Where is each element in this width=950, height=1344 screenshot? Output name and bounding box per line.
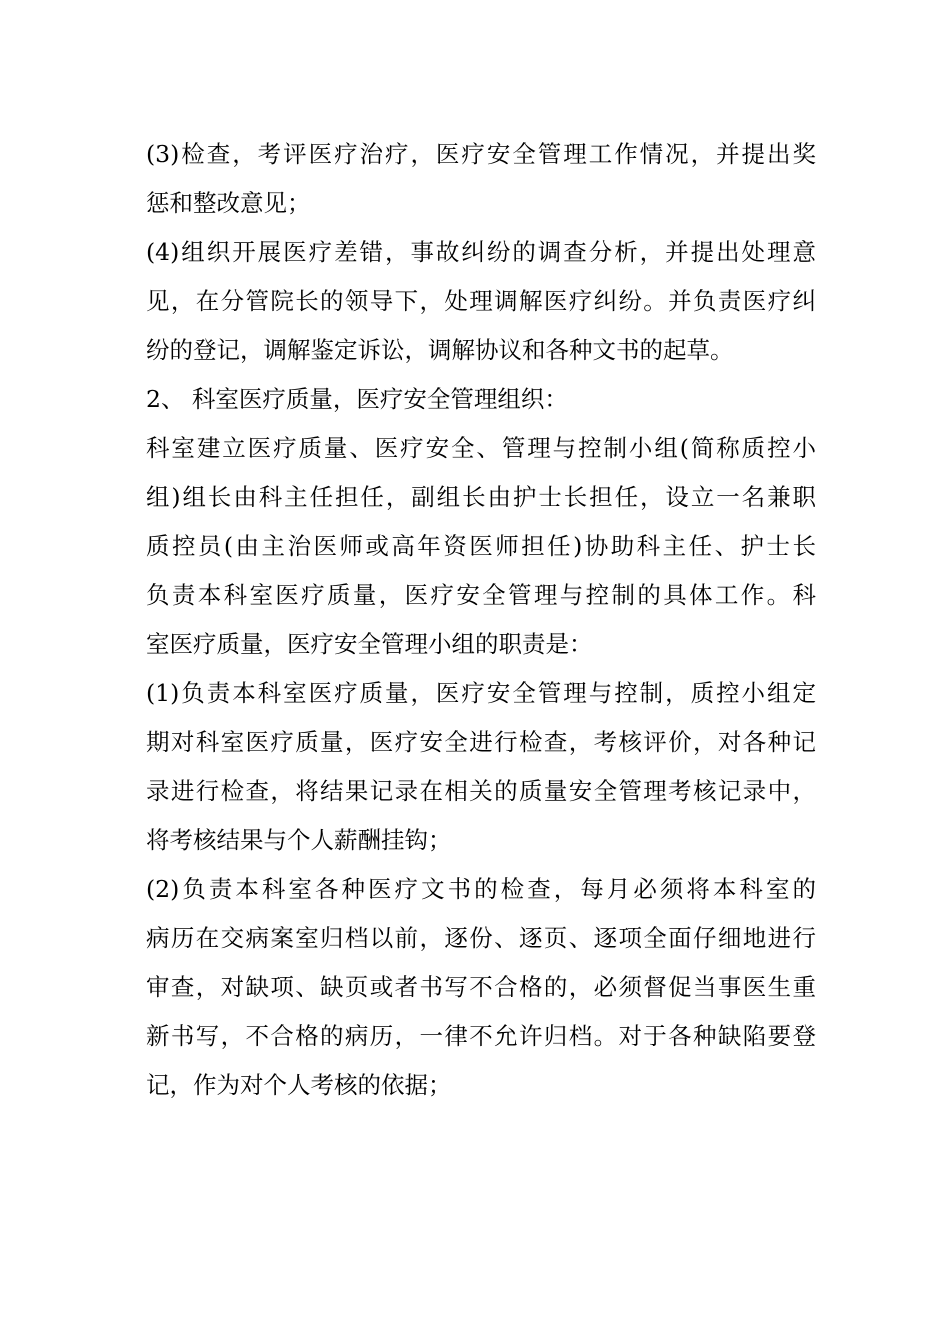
text-line: 组)组长由科主任担任，副组长由护士长担任，设立一名兼职 (146, 483, 816, 511)
text-line: 惩和整改意见； (146, 189, 311, 217)
text-line: 室医疗质量，医疗安全管理小组的职责是： (146, 630, 593, 658)
document-body (146, 130, 816, 1110)
text-line: 病历在交病案室归档以前，逐份、逐页、逐项全面仔细地进行 (146, 924, 816, 952)
text-line: (4)组织开展医疗差错，事故纠纷的调查分析，并提出处理意 (146, 238, 816, 266)
text-line: (3)检查，考评医疗治疗，医疗安全管理工作情况，并提出奖 (146, 140, 816, 168)
text-line: 记，作为对个人考核的依据； (146, 1071, 452, 1099)
text-line: (2)负责本科室各种医疗文书的检查，每月必须将本科室的 (146, 875, 816, 903)
text-line: 录进行检查，将结果记录在相关的质量安全管理考核记录中， (146, 777, 816, 805)
text-line: 见，在分管院长的领导下，处理调解医疗纠纷。并负责医疗纠 (146, 287, 816, 315)
text-line: 新书写，不合格的病历，一律不允许归档。对于各种缺陷要登 (146, 1022, 816, 1050)
text-line: (1)负责本科室医疗质量，医疗安全管理与控制，质控小组定 (146, 679, 816, 707)
text-line: 科室建立医疗质量、医疗安全、管理与控制小组(简称质控小 (146, 434, 816, 462)
text-line: 将考核结果与个人薪酬挂钩； (146, 826, 452, 854)
section-heading: 2、 科室医疗质量，医疗安全管理组织： (146, 385, 568, 413)
text-line: 审查，对缺项、缺页或者书写不合格的，必须督促当事医生重 (146, 973, 816, 1001)
text-line: 纷的登记，调解鉴定诉讼，调解协议和各种文书的起草。 (146, 336, 734, 364)
text-line: 期对科室医疗质量，医疗安全进行检查，考核评价，对各种记 (146, 728, 816, 756)
text-line: 质控员(由主治医师或高年资医师担任)协助科主任、护士长 (146, 532, 816, 560)
text-line: 负责本科室医疗质量，医疗安全管理与控制的具体工作。科 (146, 581, 816, 609)
